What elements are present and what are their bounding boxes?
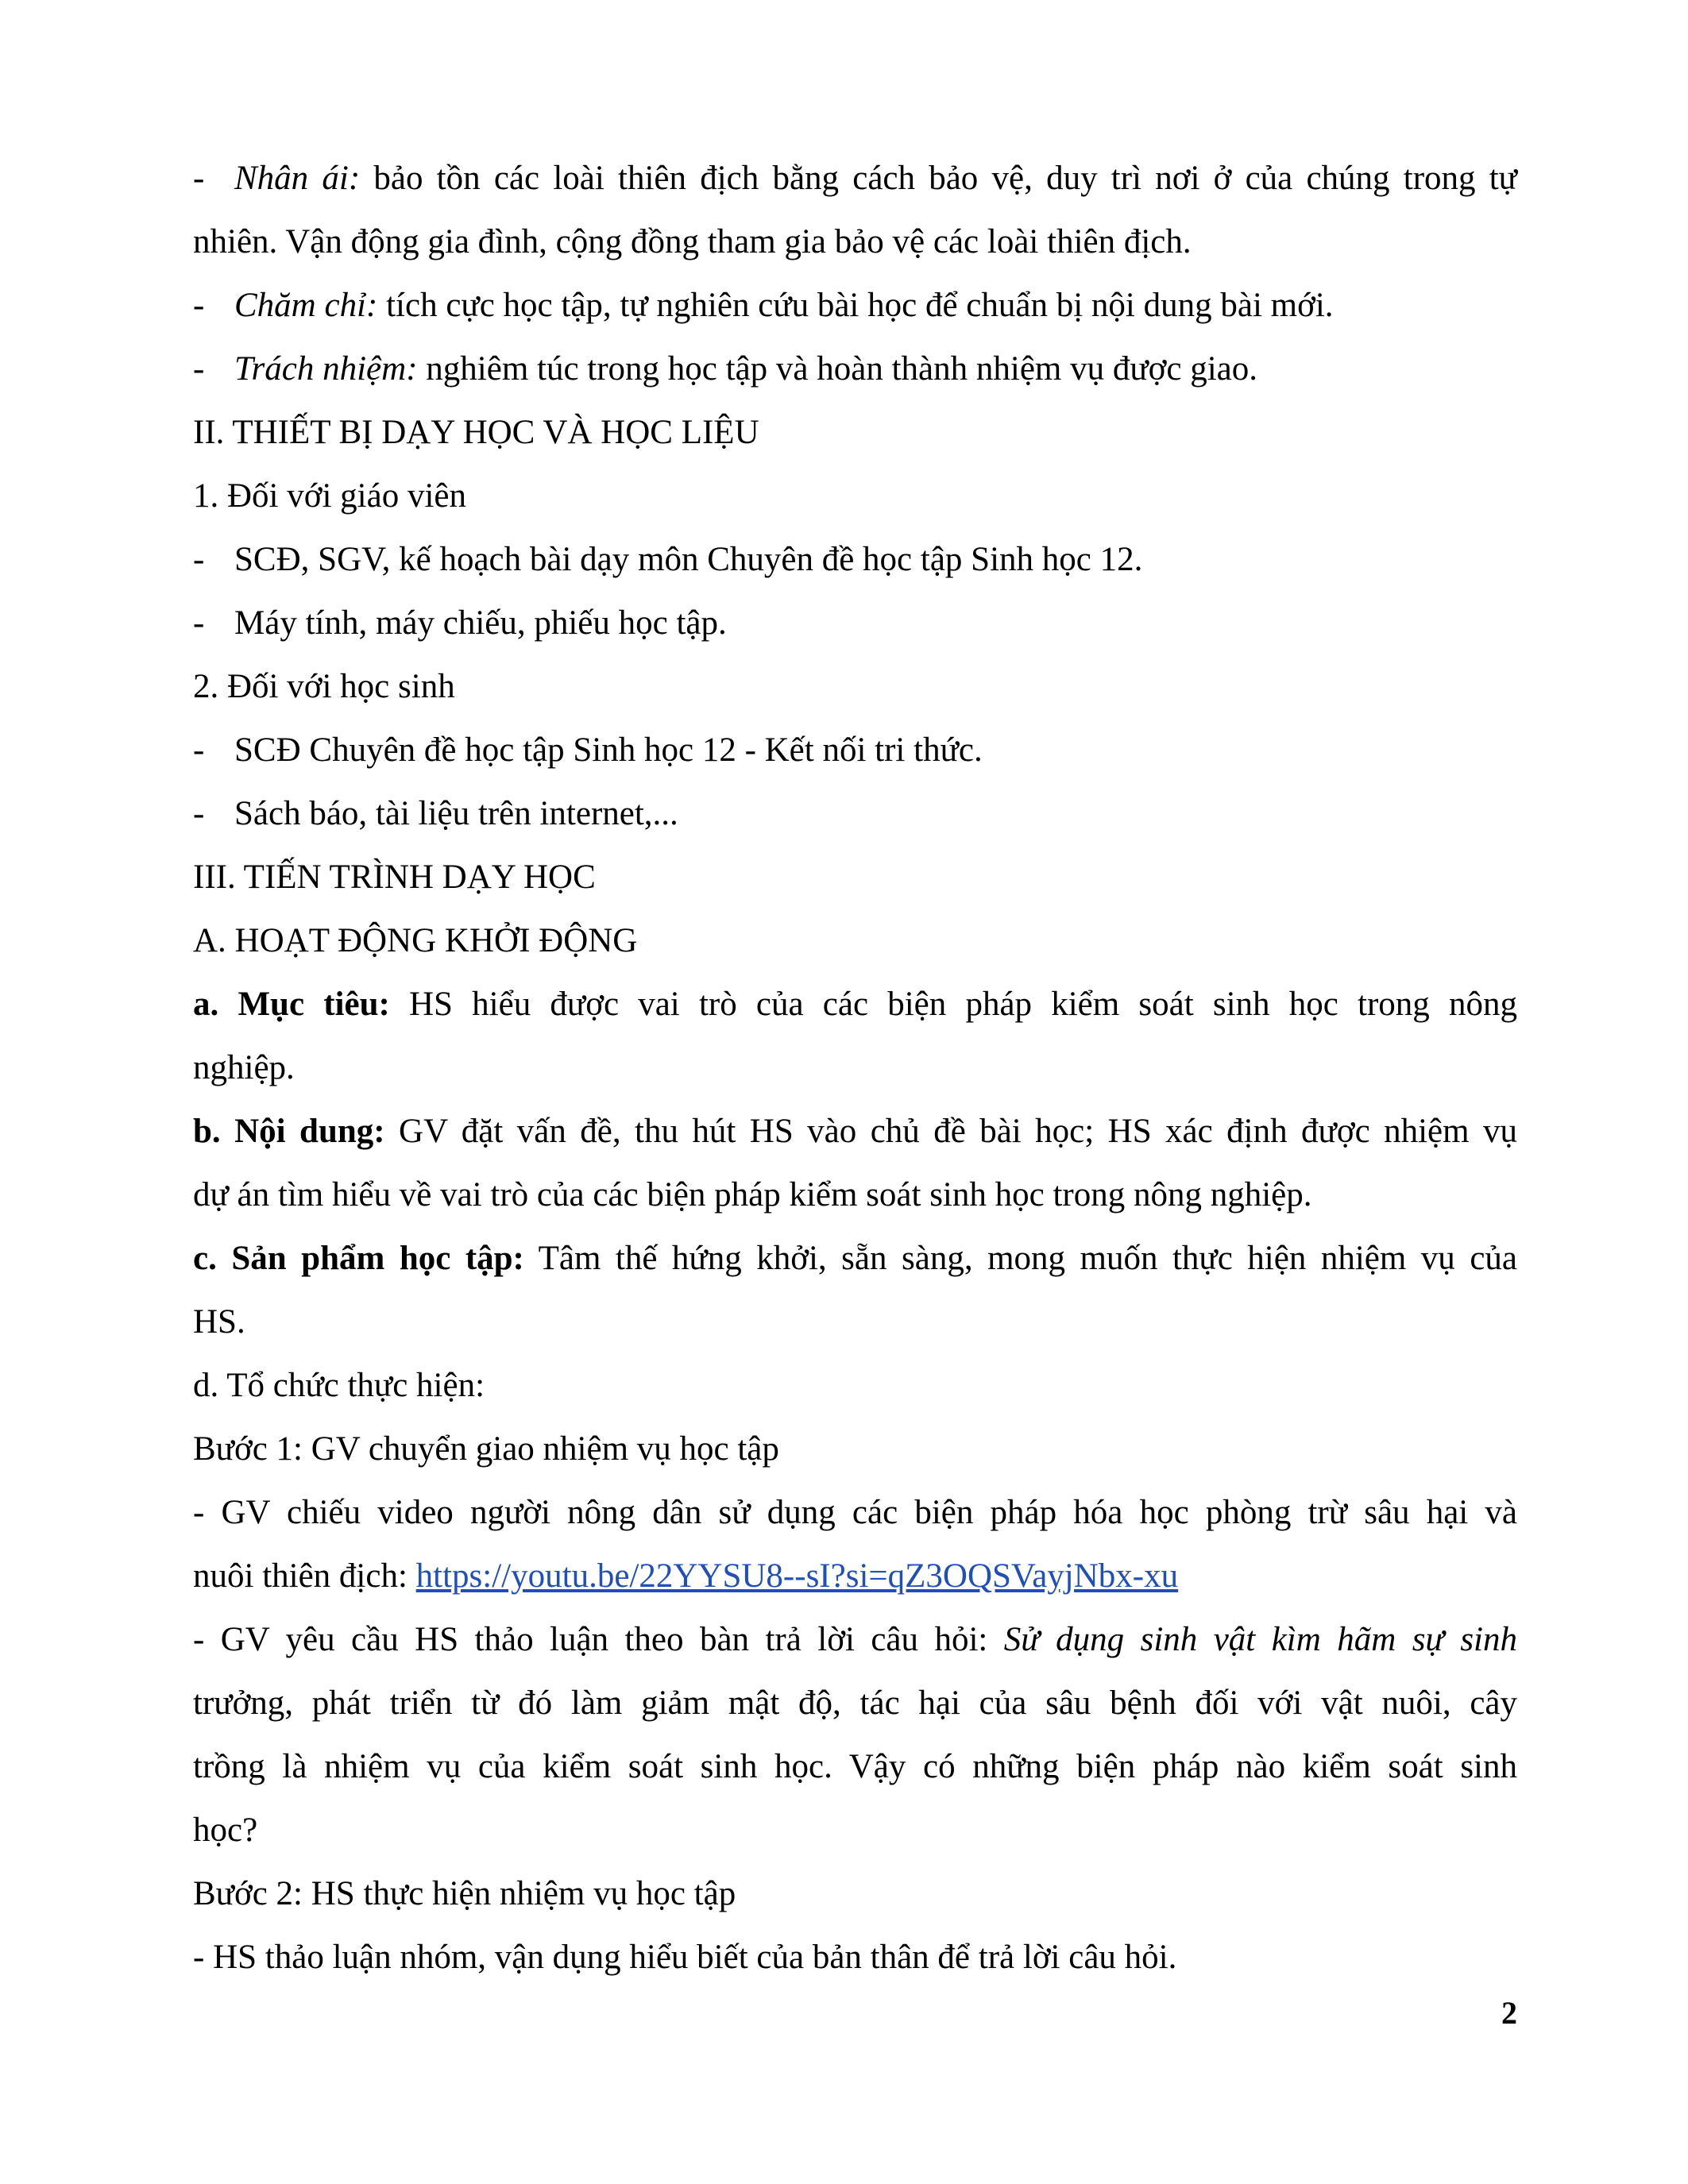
- quality-text: bảo tồn các loài thiên địch bằng cách bảo vệ, duy trì nơi ở của chúng trong tự: [360, 160, 1517, 197]
- question-line: trưởng, phát triển từ đó làm giảm mật độ, tác hại của sâu bệnh đối với vật nuôi, cây: [193, 1684, 1517, 1722]
- bullet-dash: -: [193, 160, 205, 197]
- list-item: [193, 536, 1517, 584]
- section-heading: II. THIẾT BỊ DẠY HỌC VÀ HỌC LIỆU: [193, 414, 759, 451]
- step2-line: - HS thảo luận nhóm, vận dụng hiểu biết của bản thân để trả lời câu hỏi.: [193, 1939, 1177, 1976]
- content-text: GV đặt vấn đề, thu hút HS vào chủ đề bài học; HS xác định được nhiệm vụ: [384, 1113, 1517, 1150]
- quality-text: tích cực học tập, tự nghiên cứu bài học để chuẩn bị nội dung bài mới.: [377, 287, 1334, 324]
- step1-video-link-line: [193, 1553, 1517, 1600]
- bullet-dash: -: [193, 604, 205, 642]
- goal-paragraph: [193, 981, 1517, 1028]
- question-line: học?: [193, 1812, 258, 1849]
- question-prefix: - GV yêu cầu HS thảo luận theo bàn trả lời câu hỏi:: [193, 1621, 1004, 1658]
- subheading-teacher: 1. Đối với giáo viên: [193, 477, 466, 515]
- list-item-text: Máy tính, máy chiếu, phiếu học tập.: [234, 604, 727, 642]
- list-item-text: SCĐ Chuyên đề học tập Sinh học 12 - Kết nối tri thức.: [234, 731, 983, 769]
- quality-label: Chăm chỉ:: [234, 287, 378, 324]
- content-paragraph: [193, 1108, 1517, 1156]
- goal-text: HS hiểu được vai trò của các biện pháp kiểm soát sinh học trong nông: [389, 986, 1517, 1023]
- question-line: trồng là nhiệm vụ của kiểm soát sinh học. Vậy có những biện pháp nào kiểm soát sinh: [193, 1748, 1517, 1785]
- content-label: b. Nội dung:: [193, 1113, 385, 1150]
- list-item-text: SCĐ, SGV, kế hoạch bài dạy môn Chuyên đề học tập Sinh học 12.: [234, 541, 1143, 578]
- bullet-dash: -: [193, 731, 205, 769]
- video-link-prefix: nuôi thiên địch:: [193, 1557, 416, 1595]
- quality-label: Nhân ái:: [234, 160, 361, 197]
- product-label: c. Sản phẩm học tập:: [193, 1240, 524, 1277]
- question-text: Sử dụng sinh vật kìm hãm sự sinh: [1003, 1621, 1518, 1658]
- step1-video-line: - GV chiếu video người nông dân sử dụng các biện pháp hóa học phòng trừ sâu hại và: [193, 1494, 1517, 1531]
- quality-cham-chi: [193, 282, 1517, 330]
- activity-heading: A. HOẠT ĐỘNG KHỞI ĐỘNG: [193, 922, 638, 959]
- page-number: 2: [1501, 1995, 1517, 2031]
- quality-label: Trách nhiệm:: [234, 350, 418, 388]
- step1-question-line: [193, 1616, 1517, 1664]
- bullet-dash: -: [193, 287, 205, 324]
- step1-heading: Bước 1: GV chuyển giao nhiệm vụ học tập: [193, 1430, 779, 1468]
- step2-heading: Bước 2: HS thực hiện nhiệm vụ học tập: [193, 1875, 736, 1912]
- bullet-dash: -: [193, 541, 205, 578]
- product-paragraph: [193, 1235, 1517, 1283]
- quality-nhan-ai: [193, 155, 1517, 203]
- content-cont: dự án tìm hiểu về vai trò của các biện pháp kiểm soát sinh học trong nông nghiệp.: [193, 1176, 1312, 1214]
- organize-heading: d. Tổ chức thực hiện:: [193, 1367, 485, 1404]
- goal-cont: nghiệp.: [193, 1049, 295, 1086]
- product-cont: HS.: [193, 1303, 245, 1341]
- bullet-dash: -: [193, 795, 205, 832]
- list-item: [193, 600, 1517, 647]
- subheading-student: 2. Đối với học sinh: [193, 668, 455, 705]
- bullet-dash: -: [193, 350, 205, 388]
- quality-nhan-ai-cont: nhiên. Vận động gia đình, cộng đồng tham gia bảo vệ các loài thiên địch.: [193, 223, 1192, 260]
- list-item: [193, 790, 1517, 838]
- quality-text: nghiêm túc trong học tập và hoàn thành nhiệm vụ được giao.: [417, 350, 1258, 388]
- video-link[interactable]: https://youtu.be/22YYSU8--sI?si=qZ3OQSVayjNbx-xu: [415, 1557, 1179, 1595]
- list-item: [193, 727, 1517, 774]
- quality-trach-nhiem: [193, 345, 1517, 393]
- section-heading: III. TIẾN TRÌNH DẠY HỌC: [193, 859, 596, 896]
- goal-label: a. Mục tiêu:: [193, 986, 390, 1023]
- list-item-text: Sách báo, tài liệu trên internet,...: [234, 795, 678, 832]
- product-text: Tâm thế hứng khởi, sẵn sàng, mong muốn thực hiện nhiệm vụ của: [523, 1240, 1517, 1277]
